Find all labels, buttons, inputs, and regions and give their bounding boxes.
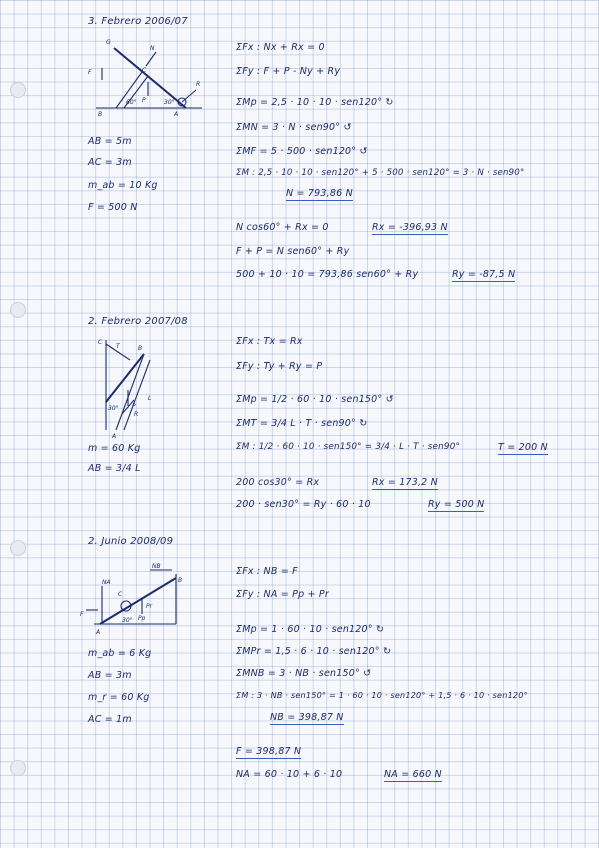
problem-2-header: 2. Febrero 2007/08 — [88, 316, 188, 327]
binder-hole — [10, 760, 26, 776]
diagram-label: 30° — [108, 405, 119, 412]
diagram-label: C — [142, 67, 147, 74]
diagram-label: B — [138, 345, 143, 352]
result: Rx = 173,2 N — [372, 477, 438, 488]
given: AC = 1m — [88, 714, 132, 725]
result: Rx = -396,93 N — [372, 222, 448, 233]
binder-hole — [10, 82, 26, 98]
given: m = 60 Kg — [88, 443, 141, 454]
diagram-label: B — [98, 111, 103, 118]
result: T = 200 N — [498, 442, 548, 453]
equation: ΣFy : F + P - Ny + Ry — [236, 66, 341, 77]
result: NB = 398,87 N — [270, 712, 344, 723]
equation: ΣMPr = 1,5 · 6 · 10 · sen120° ↻ — [236, 646, 392, 657]
diagram-label: A — [96, 629, 101, 636]
equation: 200 cos30° = Rx — [236, 477, 320, 488]
given: F = 500 N — [88, 202, 138, 213]
equation: ΣMF = 5 · 500 · sen120° ↺ — [236, 146, 368, 157]
diagram-label: G — [106, 39, 111, 46]
diagram-label: P — [142, 97, 146, 104]
equation: ΣFx : Nx + Rx = 0 — [236, 42, 325, 53]
given: m_ab = 10 Kg — [88, 180, 158, 191]
given: AC = 3m — [88, 157, 132, 168]
equation: ΣM : 1/2 · 60 · 10 · sen150° = 3/4 · L · T · sen90° — [236, 442, 461, 452]
diagram-label: F — [80, 611, 84, 618]
diagram-label: 30° — [122, 617, 133, 624]
equation: ΣMp = 1/2 · 60 · 10 · sen150° ↺ — [236, 394, 394, 405]
given: AB = 3m — [88, 670, 132, 681]
result: Ry = -87,5 N — [452, 269, 516, 280]
equation: F + P = N sen60° + Ry — [236, 246, 350, 257]
diagram-label: T — [116, 343, 120, 350]
problem-1-header: 3. Febrero 2006/07 — [88, 16, 188, 27]
problem-3-diagram — [80, 558, 190, 638]
equation: ΣFx : Tx = Rx — [236, 336, 303, 347]
equation: ΣM : 2,5 · 10 · 10 · sen120° + 5 · 500 · sen120° = 3 · N · sen90° — [236, 168, 525, 178]
result: N = 793,86 N — [286, 188, 353, 199]
diagram-label: C — [118, 591, 123, 598]
equation: NA = 60 · 10 + 6 · 10 — [236, 769, 343, 780]
equation: ΣMNB = 3 · NB · sen150° ↺ — [236, 668, 372, 679]
equation: 500 + 10 · 10 = 793,86 sen60° + Ry — [236, 269, 419, 280]
equation: ΣMp = 2,5 · 10 · 10 · sen120° ↻ — [236, 97, 394, 108]
binder-hole — [10, 540, 26, 556]
diagram-label: R — [134, 411, 139, 418]
result: Ry = 500 N — [428, 499, 485, 510]
result: NA = 660 N — [384, 769, 442, 780]
equation: ΣMN = 3 · N · sen90° ↺ — [236, 122, 352, 133]
binder-hole — [10, 302, 26, 318]
diagram-label: NB — [152, 563, 161, 570]
diagram-label: F — [88, 69, 92, 76]
problem-1-diagram — [84, 32, 214, 118]
diagram-label: Pr — [146, 603, 153, 610]
diagram-label: C — [98, 339, 103, 346]
equation: ΣFy : Ty + Ry = P — [236, 361, 323, 372]
diagram-label: 60° — [126, 99, 137, 106]
equation: ΣM : 3 · NB · sen150° = 1 · 60 · 10 · sen120° + 1,5 · 6 · 10 · sen120° — [236, 690, 528, 700]
diagram-label: B — [178, 577, 183, 584]
diagram-label: 30° — [164, 99, 175, 106]
diagram-label: A — [112, 433, 117, 440]
equation: ΣMp = 1 · 60 · 10 · sen120° ↻ — [236, 624, 385, 635]
given: AB = 3/4 L — [88, 463, 141, 474]
equation: ΣMT = 3/4 L · T · sen90° ↻ — [236, 418, 368, 429]
diagram-label: P — [132, 403, 136, 410]
equation: 200 · sen30° = Ry · 60 · 10 — [236, 499, 371, 510]
problem-2-diagram — [92, 330, 182, 440]
equation: N cos60° + Rx = 0 — [236, 222, 329, 233]
problem-3-header: 2. Junio 2008/09 — [88, 536, 174, 547]
given: AB = 5m — [88, 136, 132, 147]
equation: ΣFx : NB = F — [236, 566, 298, 577]
diagram-label: Pp — [138, 615, 146, 622]
diagram-label: R — [196, 81, 201, 88]
diagram-label: N — [150, 45, 155, 52]
result: F = 398,87 N — [236, 746, 302, 757]
diagram-label: NA — [102, 579, 111, 586]
given: m_r = 60 Kg — [88, 692, 150, 703]
diagram-label: L — [148, 395, 152, 402]
equation: ΣFy : NA = Pp + Pr — [236, 589, 329, 600]
diagram-label: A — [174, 111, 179, 118]
given: m_ab = 6 Kg — [88, 648, 152, 659]
